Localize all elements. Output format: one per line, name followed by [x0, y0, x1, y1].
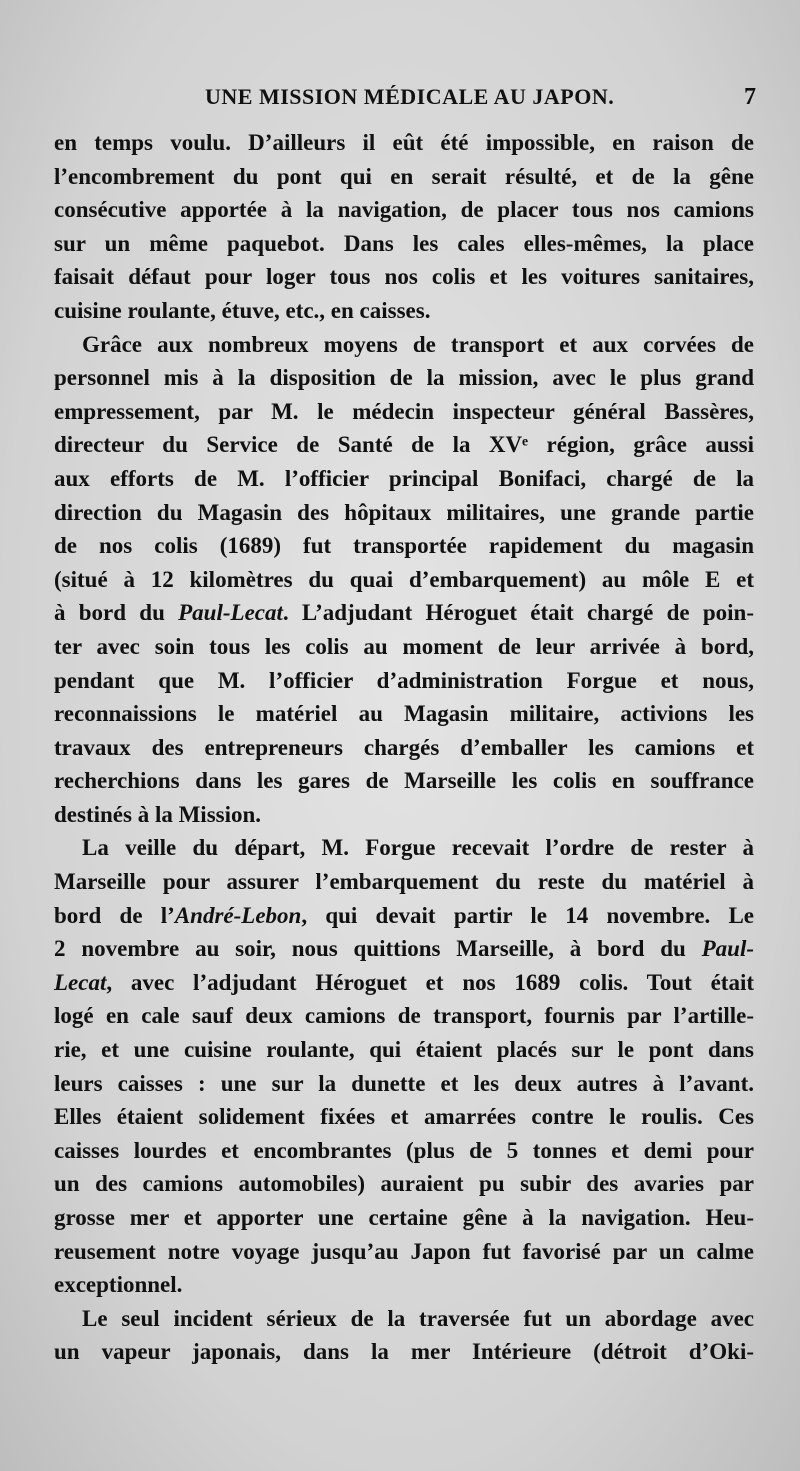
text-line: personnel mis à la disposition de la mission, avec le plus grand: [54, 365, 754, 391]
running-title: UNE MISSION MÉDICALE AU JAPON.: [205, 84, 615, 109]
text-line: La veille du départ, M. Forgue recevait l’ordre de rester à: [82, 835, 754, 861]
text-line: cuisine roulante, étuve, etc., en caisses.: [54, 297, 431, 323]
text-line: destinés à la Mission.: [54, 801, 262, 827]
page-number: 7: [744, 84, 756, 110]
text-line: (situé à 12 kilomètres du quai d’embarquement) au môle E et: [54, 566, 754, 592]
text-line: direction du Magasin des hôpitaux militaires, une grande partie: [54, 499, 754, 525]
page-header: [0, 84, 800, 120]
text-line: un vapeur japonais, dans la mer Intérieure (détroit d’Oki-: [54, 1339, 754, 1365]
text-line: caisses lourdes et encombrantes (plus de 5 tonnes et demi pour: [54, 1137, 754, 1163]
text-line: empressement, par M. le médecin inspecteur général Bassères,: [54, 398, 754, 424]
text-line: pendant que M. l’officier d’administration Forgue et nous,: [54, 667, 754, 693]
text-line: reusement notre voyage jusqu’au Japon fut favorisé par un calme: [54, 1238, 754, 1264]
text-line: grosse mer et apporter une certaine gêne à la navigation. Heu-: [54, 1205, 754, 1230]
text-line: Marseille pour assurer l’embarquement du reste du matériel à: [54, 869, 754, 895]
text-line: rie, et une cuisine roulante, qui étaient placés sur le pont dans: [54, 1037, 754, 1063]
text-line: reconnaissions le matériel au Magasin militaire, activions les: [54, 701, 754, 727]
text-line: sur un même paquebot. Dans les cales elles-mêmes, la place: [54, 230, 754, 256]
text-line: Le seul incident sérieux de la traversée fut un abordage avec: [82, 1305, 754, 1331]
text-line: l’encombrement du pont qui en serait résulté, et de la gêne: [54, 163, 754, 189]
text-line: consécutive apportée à la navigation, de placer tous nos camions: [54, 197, 754, 223]
text-line: à bord du Paul-Lecat. L’adjudant Héroguet était chargé de poin-: [54, 600, 755, 626]
text-line: de nos colis (1689) fut transportée rapidement du magasin: [54, 533, 754, 559]
text-line: faisait défaut pour loger tous nos colis et les voitures sanitaires,: [54, 264, 754, 290]
text-line: Elles étaient solidement fixées et amarrées contre le roulis. Ces: [54, 1104, 754, 1130]
text-line: recherchions dans les gares de Marseille les colis en souffrance: [54, 768, 754, 794]
text-line: exceptionnel.: [54, 1272, 183, 1298]
text-line: directeur du Service de Santé de la XVᵉ région, grâce aussi: [54, 432, 754, 458]
body-text: [54, 126, 754, 1369]
text-line: un des camions automobiles) auraient pu subir des avaries par: [54, 1171, 754, 1197]
text-line: logé en cale sauf deux camions de transport, fournis par l’artille-: [54, 1003, 754, 1029]
text-line: en temps voulu. D’ailleurs il eût été impossible, en raison de: [54, 130, 754, 155]
text-line: leurs caisses : une sur la dunette et les deux autres à l’avant.: [54, 1070, 754, 1096]
text-line: bord de l’André-Lebon, qui devait partir le 14 novembre. Le: [54, 902, 754, 928]
text-line: ter avec soin tous les colis au moment de leur arrivée à bord,: [54, 633, 754, 659]
text-line: Lecat, avec l’adjudant Héroguet et nos 1689 colis. Tout était: [54, 969, 754, 995]
text-line: travaux des entrepreneurs chargés d’emballer les camions et: [54, 734, 754, 760]
text-line: aux efforts de M. l’officier principal Bonifaci, chargé de la: [54, 465, 754, 491]
text-line: Grâce aux nombreux moyens de transport et aux corvées de: [82, 331, 754, 357]
text-line: 2 novembre au soir, nous quittions Marseille, à bord du Paul-: [54, 936, 754, 962]
